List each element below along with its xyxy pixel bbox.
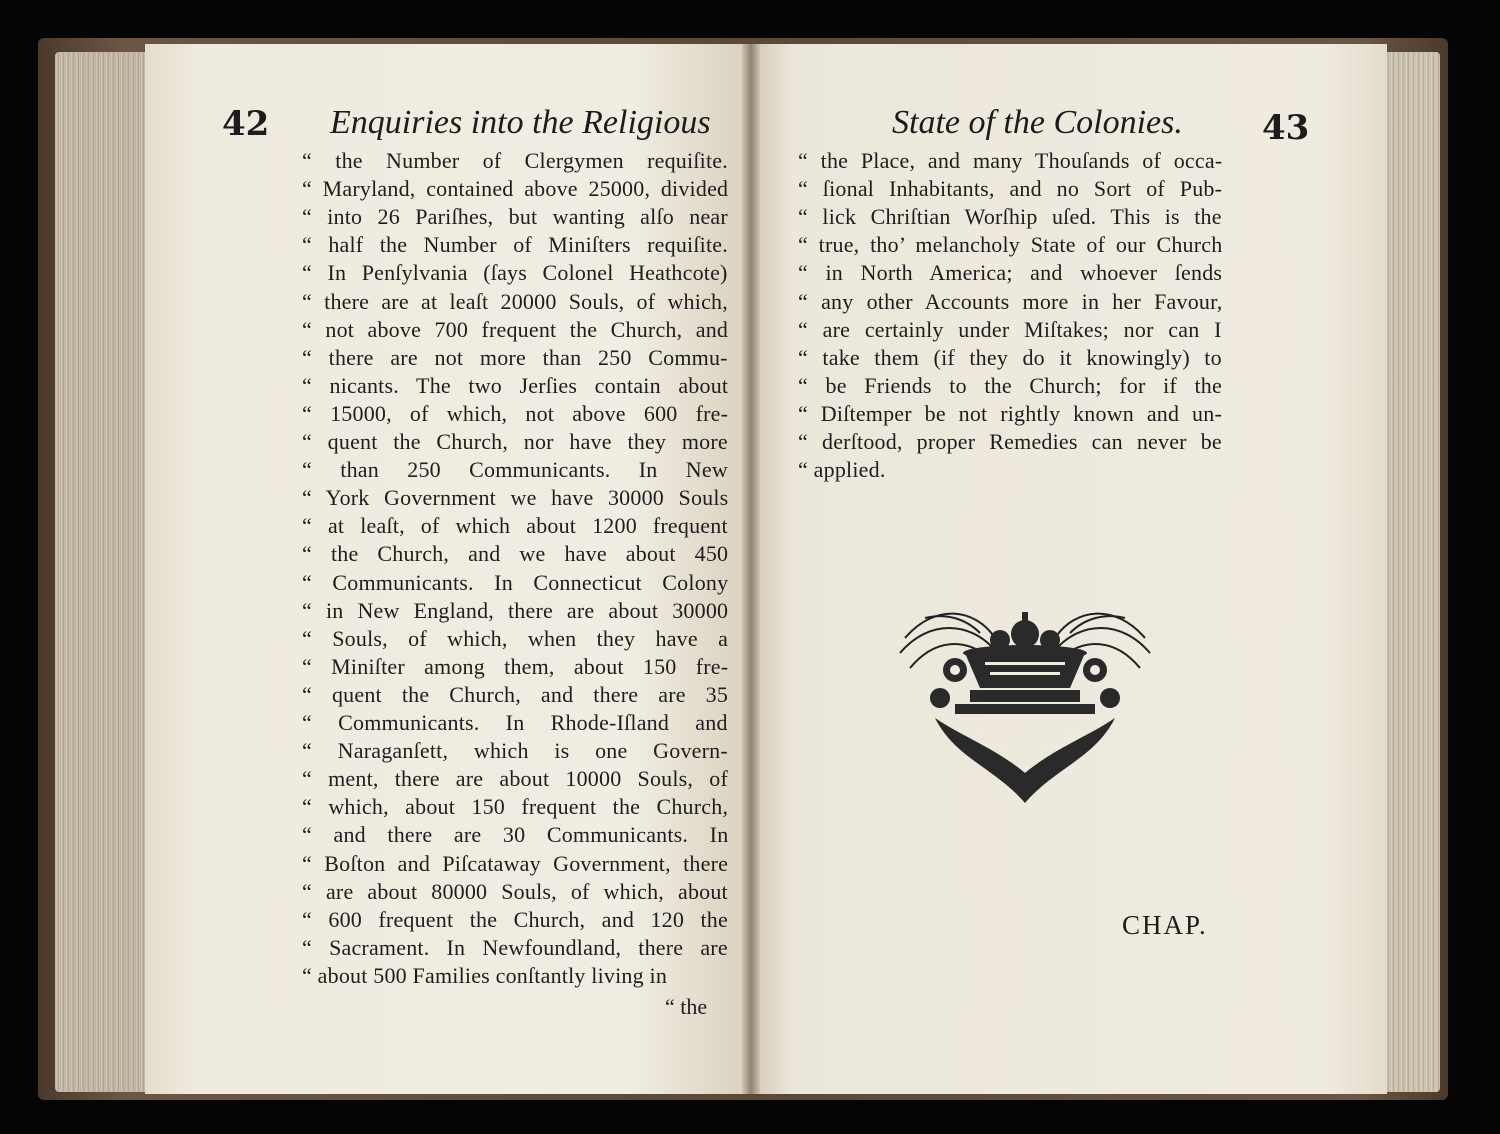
- gutter: [742, 44, 760, 1094]
- running-head-right: State of the Colonies.: [892, 104, 1183, 141]
- left-page-text-line: “ than 250 Communicants. In New: [302, 457, 728, 483]
- left-page-text-line: “ York Government we have 30000 Souls: [302, 485, 729, 511]
- right-page-text-line: “ be Friends to the Church; for if the: [798, 372, 1222, 398]
- right-page-text-line: “ Diſtemper be not rightly known and un-: [798, 400, 1222, 426]
- left-page-text-line: “ about 500 Families conſtantly living in: [302, 962, 668, 988]
- left-page-text-line: “ quent the Church, nor have they more: [302, 429, 728, 454]
- left-page-text-line: “ In Penſylvania (ſays Colonel Heathcote): [302, 260, 728, 286]
- left-page-text-line: “ ment, there are about 10000 Souls, of: [302, 766, 728, 792]
- left-page-text-line: “ Communicants. In Rhode-Iſland and: [302, 710, 728, 735]
- page-number-left: 42: [222, 104, 270, 144]
- left-page-text-line: “ which, about 150 frequent the Church,: [302, 794, 729, 820]
- right-page-text-line: “ take them (if they do it knowingly) to: [798, 344, 1222, 370]
- left-page-text-line: “ Souls, of which, when they have a: [302, 625, 729, 651]
- left-page-text-line: “ not above 700 frequent the Church, and: [302, 316, 729, 342]
- left-page-text-line: “ Boſton and Piſcataway Government, there: [302, 850, 729, 876]
- right-page-text-line: “ derſtood, proper Remedies can never be: [798, 429, 1222, 454]
- right-page-text-line: “ any other Accounts more in her Favour,: [798, 288, 1223, 314]
- left-page-text-line: “ the Number of Clergymen requiſite.: [302, 148, 728, 173]
- right-page-text-line: “ applied.: [798, 457, 886, 483]
- left-page-text-line: “ Communicants. In Connecticut Colony: [302, 569, 729, 595]
- right-page-text-line: “ true, tho’ melancholy State of our Church: [798, 232, 1223, 258]
- left-page-text-line: “ in New England, there are about 30000: [302, 597, 729, 623]
- left-page-text-line: “ at leaſt, of which about 1200 frequent: [302, 513, 728, 539]
- left-page-text-line: “ nicants. The two Jerſies contain about: [302, 372, 729, 398]
- left-page-text-line: “ there are at leaſt 20000 Souls, of which,: [302, 288, 728, 314]
- left-page-text-line: “ Naraganſett, which is one Govern-: [302, 738, 728, 764]
- right-page-text-line: “ ſional Inhabitants, and no Sort of Pub-: [798, 176, 1223, 202]
- left-page-text-line: “ half the Number of Miniſters requiſite.: [302, 232, 728, 258]
- chap-label: CHAP.: [1122, 910, 1208, 940]
- left-page-text-line: “ 600 frequent the Church, and 120 the: [302, 906, 728, 932]
- page-edges-right: [1385, 52, 1440, 1092]
- catchword-left: “ the: [665, 994, 708, 1019]
- left-page-text-line: “ Maryland, contained above 25000, divided: [302, 176, 729, 202]
- page-edges-left: [55, 52, 150, 1092]
- left-page-text-line: “ are about 80000 Souls, of which, about: [302, 878, 728, 904]
- left-page-text-line: “ there are not more than 250 Commu-: [302, 344, 728, 370]
- left-page-text-line: “ Miniſter among them, about 150 fre-: [302, 653, 729, 679]
- right-page-text-line: “ the Place, and many Thouſands of occa-: [798, 148, 1223, 173]
- right-page-text-line: “ lick Chriſtian Worſhip uſed. This is the: [798, 204, 1222, 230]
- basket-of-flowers-ornament: [895, 598, 1155, 808]
- running-head-left: Enquiries into the Religious: [330, 104, 711, 141]
- right-page-text-line: “ are certainly under Miſtakes; nor can I: [798, 316, 1222, 342]
- left-page-text-line: “ quent the Church, and there are 35: [302, 681, 729, 707]
- left-page-text-line: “ Sacrament. In Newfoundland, there are: [302, 934, 728, 960]
- page-number-right: 43: [1262, 108, 1310, 148]
- left-page-text-line: “ and there are 30 Communicants. In: [302, 822, 729, 848]
- right-page-text-line: “ in North America; and whoever ſends: [798, 260, 1223, 286]
- left-page-text-line: “ the Church, and we have about 450: [302, 541, 729, 567]
- left-page-text-line: “ 15000, of which, not above 600 fre-: [302, 400, 729, 426]
- left-page-text-line: “ into 26 Pariſhes, but wanting alſo near: [302, 204, 728, 230]
